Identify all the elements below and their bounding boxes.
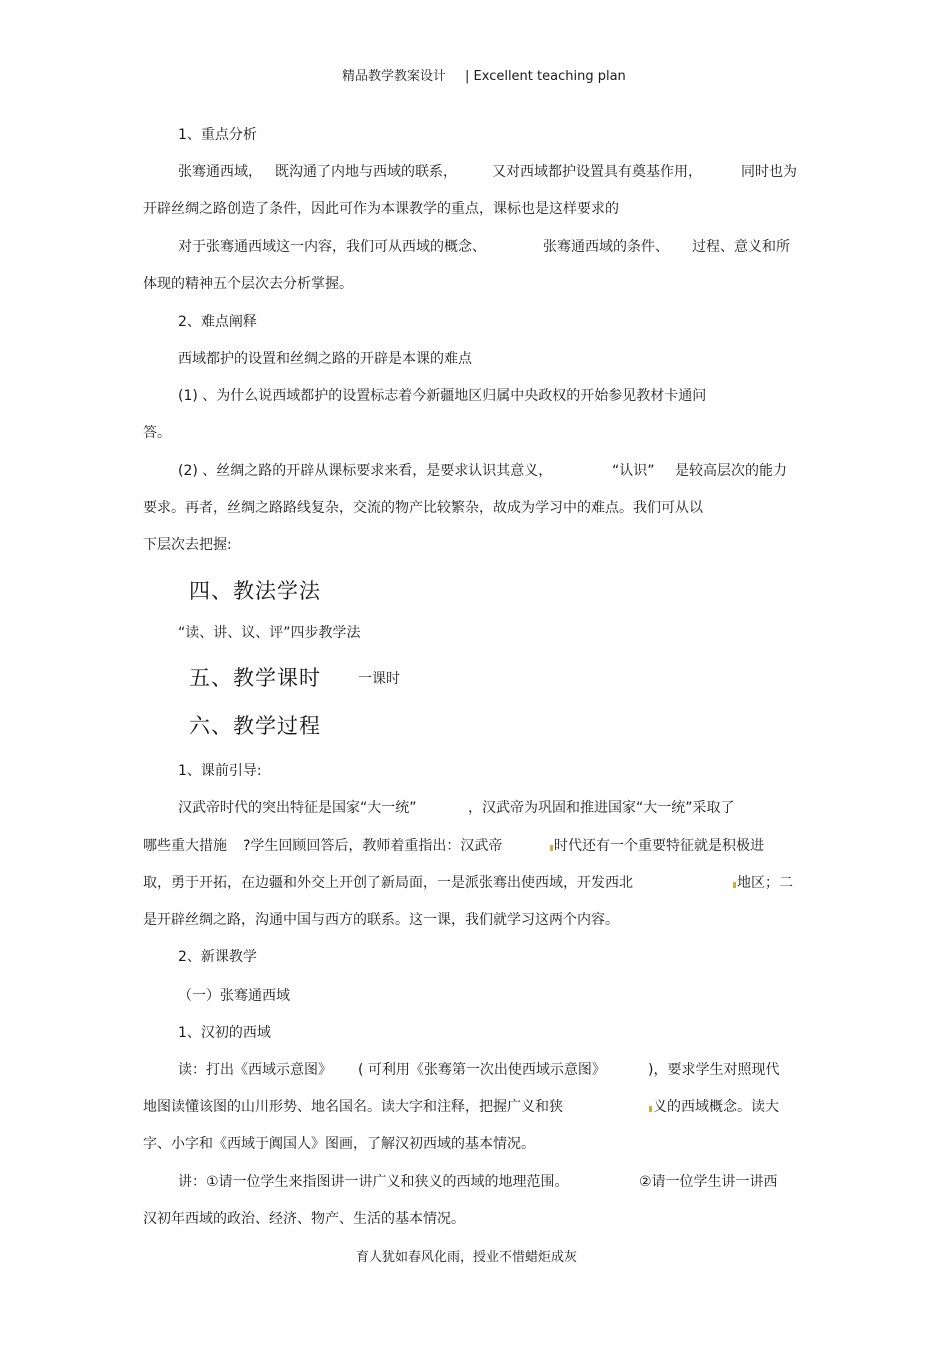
section-6-heading: 六、教学过程 <box>189 714 321 738</box>
highlight-mark <box>550 845 553 851</box>
difficulty-p3-c: 是较高层次的能力 <box>675 463 787 479</box>
difficulty-p2-b: 答。 <box>143 425 171 441</box>
highlight-mark <box>733 882 736 888</box>
part-1-heading: （一）张骞通西域 <box>178 988 290 1004</box>
talk-c: 汉初年西域的政治、经济、物产、生活的基本情况。 <box>143 1211 465 1227</box>
intro-p1-a: 汉武帝时代的突出特征是国家“大一统” <box>178 800 417 816</box>
read-b: ( 可利用《张骞第一次出使西域示意图》 <box>358 1062 606 1078</box>
intro-heading: 1、课前引导: <box>178 763 262 779</box>
read-a: 读：打出《西域示意图》 <box>178 1062 332 1078</box>
header-title-en: | Excellent teaching plan <box>465 69 626 84</box>
difficulty-p3-a: (2) 、丝绸之路的开辟从课标要求来看，是要求认识其意义， <box>178 463 553 479</box>
intro-p1-f: 取，勇于开拓，在边疆和外交上开创了新局面，一是派张骞出使西域，开发西北 <box>143 875 633 891</box>
key-p2-c: 过程、意义和所 <box>692 239 790 255</box>
read-d: 地图读懂该图的山川形势、地名国名。读大字和注释，把握广义和狭 <box>143 1099 563 1115</box>
difficulty-heading: 2、难点阐释 <box>178 314 257 330</box>
key-p2-a: 对于张骞通西域这一内容，我们可从西域的概念、 <box>178 239 486 255</box>
new-lesson-heading: 2、新课教学 <box>178 949 257 965</box>
difficulty-p2-a: (1) 、为什么说西域都护的设置标志着今新疆地区归属中央政权的开始参见教材卡通问 <box>178 388 707 404</box>
difficulty-p3-b: “认识” <box>612 463 655 479</box>
read-e-text: 义的西域概念。读大 <box>653 1099 779 1115</box>
difficulty-p3-e: 下层次去把握: <box>143 537 232 553</box>
intro-p1-h: 是开辟丝绸之路，沟通中国与西方的联系。这一课，我们就学习这两个内容。 <box>143 912 619 928</box>
intro-p1-b: ，汉武帝为巩固和推进国家“大一统”采取了 <box>468 800 735 816</box>
sub-1-heading: 1、汉初的西域 <box>178 1025 271 1041</box>
intro-p1-e-text: 时代还有一个重要特征就是积极进 <box>554 838 764 854</box>
key-p1-c: 又对西域都护设置具有奠基作用， <box>492 164 702 180</box>
read-f: 字、小字和《西域于阗国人》图画，了解汉初西域的基本情况。 <box>143 1136 535 1152</box>
header-title-cn: 精品教学教案设计 <box>342 69 447 84</box>
section-5-heading: 五、教学课时 <box>189 666 321 690</box>
section-4-heading: 四、教法学法 <box>189 579 321 603</box>
highlight-mark <box>649 1106 652 1112</box>
intro-p1-c: 哪些重大措施 <box>143 838 227 854</box>
talk-b: ②请一位学生讲一讲西 <box>639 1174 778 1190</box>
key-p1-b: 既沟通了内地与西域的联系， <box>275 164 457 180</box>
section-4-text: “读、讲、议、评”四步教学法 <box>178 625 361 641</box>
talk-a: 讲：①请一位学生来指图讲一讲广义和狭义的西域的地理范围。 <box>178 1174 569 1190</box>
intro-p1-d: ?学生回顾回答后，教师着重指出：汉武帝 <box>243 838 503 854</box>
key-p2-d: 体现的精神五个层次去分析掌握。 <box>143 276 353 292</box>
read-e <box>649 1100 779 1114</box>
key-p2-b: 张骞通西域的条件、 <box>543 239 669 255</box>
footer-motto: 育人犹如春风化雨，授业不惜蜡炬成灰 <box>356 1250 578 1265</box>
section-5-value: 一课时 <box>358 671 400 687</box>
intro-p1-e <box>550 839 764 853</box>
key-heading: 1、重点分析 <box>178 127 257 143</box>
intro-p1-g <box>733 876 793 890</box>
difficulty-p1: 西域都护的设置和丝绸之路的开辟是本课的难点 <box>178 351 472 367</box>
key-p1-a: 张骞通西域， <box>178 164 262 180</box>
key-p1-e: 开辟丝绸之路创造了条件，因此可作为本课教学的重点，课标也是这样要求的 <box>143 201 619 217</box>
key-p1-d: 同时也为 <box>741 164 797 180</box>
difficulty-p3-d: 要求。再者，丝绸之路路线复杂，交流的物产比较繁杂，故成为学习中的难点。我们可从以 <box>143 500 703 516</box>
intro-p1-g-text: 地区；二 <box>737 875 793 891</box>
read-c: )，要求学生对照现代 <box>648 1062 780 1078</box>
